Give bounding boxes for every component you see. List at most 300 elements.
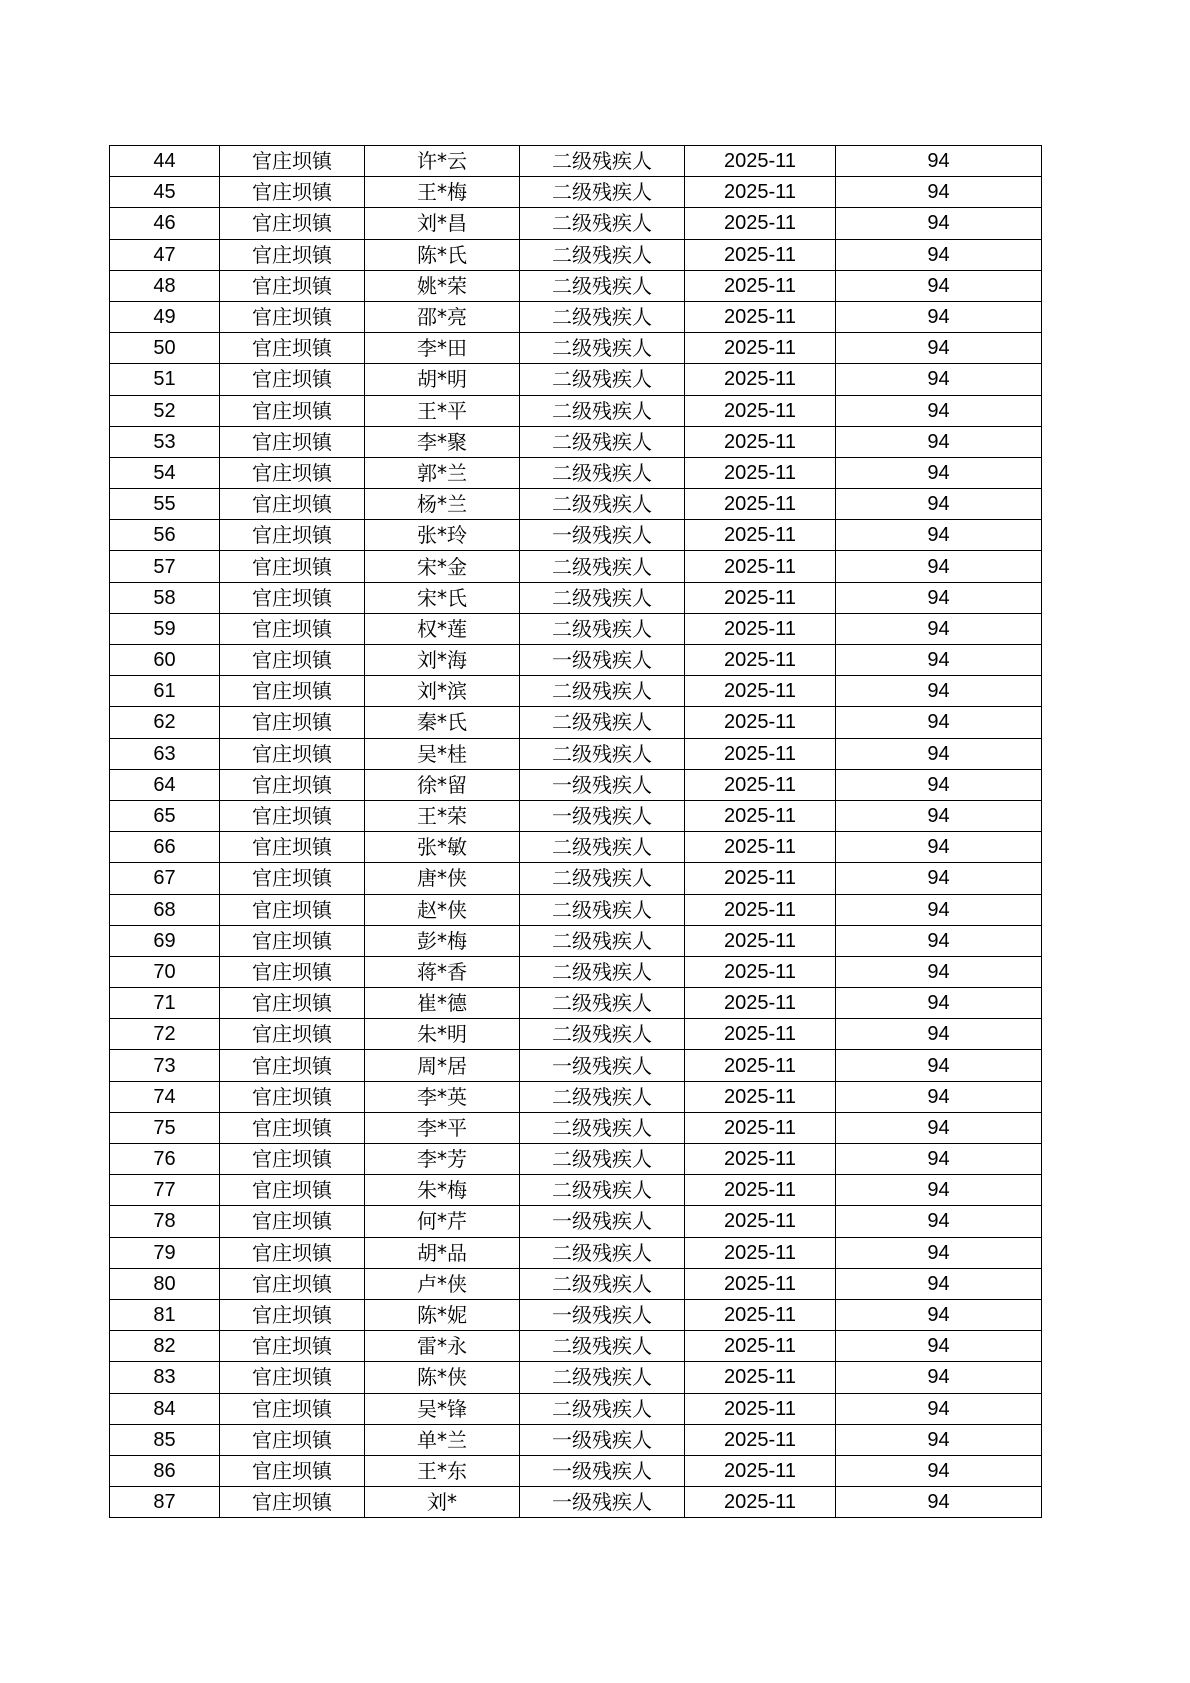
person-name-cell: 唐*侠 bbox=[365, 863, 520, 894]
amount-cell: 94 bbox=[836, 1455, 1042, 1486]
amount-cell: 94 bbox=[836, 1050, 1042, 1081]
table-row bbox=[110, 395, 1042, 426]
month-cell: 2025-11 bbox=[685, 1455, 836, 1486]
amount-cell: 94 bbox=[836, 270, 1042, 301]
disability-level-cell: 一级残疾人 bbox=[520, 1050, 685, 1081]
row-number-cell: 78 bbox=[110, 1206, 220, 1237]
table-row bbox=[110, 1175, 1042, 1206]
disability-level-cell: 一级残疾人 bbox=[520, 1487, 685, 1518]
table-row bbox=[110, 1424, 1042, 1455]
amount-cell: 94 bbox=[836, 239, 1042, 270]
disability-level-cell: 二级残疾人 bbox=[520, 1144, 685, 1175]
disability-level-cell: 一级残疾人 bbox=[520, 1455, 685, 1486]
disability-level-cell: 一级残疾人 bbox=[520, 1299, 685, 1330]
amount-cell: 94 bbox=[836, 426, 1042, 457]
table-row bbox=[110, 925, 1042, 956]
row-number-cell: 58 bbox=[110, 582, 220, 613]
month-cell: 2025-11 bbox=[685, 894, 836, 925]
person-name-cell: 朱*梅 bbox=[365, 1175, 520, 1206]
table-row bbox=[110, 426, 1042, 457]
month-cell: 2025-11 bbox=[685, 613, 836, 644]
disability-level-cell: 二级残疾人 bbox=[520, 364, 685, 395]
row-number-cell: 50 bbox=[110, 333, 220, 364]
town-cell: 官庄坝镇 bbox=[220, 1393, 365, 1424]
person-name-cell: 李*平 bbox=[365, 1112, 520, 1143]
month-cell: 2025-11 bbox=[685, 364, 836, 395]
row-number-cell: 75 bbox=[110, 1112, 220, 1143]
row-number-cell: 47 bbox=[110, 239, 220, 270]
month-cell: 2025-11 bbox=[685, 146, 836, 177]
table-row bbox=[110, 520, 1042, 551]
amount-cell: 94 bbox=[836, 333, 1042, 364]
disability-level-cell: 一级残疾人 bbox=[520, 800, 685, 831]
person-name-cell: 王*平 bbox=[365, 395, 520, 426]
month-cell: 2025-11 bbox=[685, 1050, 836, 1081]
amount-cell: 94 bbox=[836, 582, 1042, 613]
amount-cell: 94 bbox=[836, 832, 1042, 863]
amount-cell: 94 bbox=[836, 457, 1042, 488]
row-number-cell: 51 bbox=[110, 364, 220, 395]
table-row bbox=[110, 239, 1042, 270]
table-row bbox=[110, 832, 1042, 863]
amount-cell: 94 bbox=[836, 1144, 1042, 1175]
month-cell: 2025-11 bbox=[685, 333, 836, 364]
town-cell: 官庄坝镇 bbox=[220, 1081, 365, 1112]
town-cell: 官庄坝镇 bbox=[220, 1455, 365, 1486]
row-number-cell: 81 bbox=[110, 1299, 220, 1330]
town-cell: 官庄坝镇 bbox=[220, 1362, 365, 1393]
table-row bbox=[110, 894, 1042, 925]
town-cell: 官庄坝镇 bbox=[220, 645, 365, 676]
table-row bbox=[110, 645, 1042, 676]
row-number-cell: 83 bbox=[110, 1362, 220, 1393]
disability-level-cell: 二级残疾人 bbox=[520, 1019, 685, 1050]
amount-cell: 94 bbox=[836, 1268, 1042, 1299]
row-number-cell: 69 bbox=[110, 925, 220, 956]
row-number-cell: 74 bbox=[110, 1081, 220, 1112]
table-row bbox=[110, 707, 1042, 738]
disability-level-cell: 二级残疾人 bbox=[520, 1331, 685, 1362]
month-cell: 2025-11 bbox=[685, 177, 836, 208]
table-row bbox=[110, 1019, 1042, 1050]
row-number-cell: 60 bbox=[110, 645, 220, 676]
person-name-cell: 卢*侠 bbox=[365, 1268, 520, 1299]
row-number-cell: 76 bbox=[110, 1144, 220, 1175]
amount-cell: 94 bbox=[836, 1362, 1042, 1393]
town-cell: 官庄坝镇 bbox=[220, 1050, 365, 1081]
table-body bbox=[110, 146, 1042, 1518]
disability-level-cell: 二级残疾人 bbox=[520, 426, 685, 457]
person-name-cell: 刘*海 bbox=[365, 645, 520, 676]
amount-cell: 94 bbox=[836, 1237, 1042, 1268]
row-number-cell: 70 bbox=[110, 956, 220, 987]
month-cell: 2025-11 bbox=[685, 1393, 836, 1424]
amount-cell: 94 bbox=[836, 146, 1042, 177]
amount-cell: 94 bbox=[836, 925, 1042, 956]
town-cell: 官庄坝镇 bbox=[220, 177, 365, 208]
person-name-cell: 陈*氏 bbox=[365, 239, 520, 270]
person-name-cell: 赵*侠 bbox=[365, 894, 520, 925]
row-number-cell: 79 bbox=[110, 1237, 220, 1268]
month-cell: 2025-11 bbox=[685, 520, 836, 551]
table-row bbox=[110, 208, 1042, 239]
town-cell: 官庄坝镇 bbox=[220, 1019, 365, 1050]
person-name-cell: 胡*品 bbox=[365, 1237, 520, 1268]
month-cell: 2025-11 bbox=[685, 1362, 836, 1393]
amount-cell: 94 bbox=[836, 894, 1042, 925]
table-row bbox=[110, 988, 1042, 1019]
person-name-cell: 李*聚 bbox=[365, 426, 520, 457]
table-row bbox=[110, 1268, 1042, 1299]
month-cell: 2025-11 bbox=[685, 239, 836, 270]
person-name-cell: 吴*锋 bbox=[365, 1393, 520, 1424]
town-cell: 官庄坝镇 bbox=[220, 146, 365, 177]
row-number-cell: 64 bbox=[110, 769, 220, 800]
town-cell: 官庄坝镇 bbox=[220, 894, 365, 925]
amount-cell: 94 bbox=[836, 364, 1042, 395]
amount-cell: 94 bbox=[836, 1424, 1042, 1455]
person-name-cell: 宋*氏 bbox=[365, 582, 520, 613]
town-cell: 官庄坝镇 bbox=[220, 489, 365, 520]
person-name-cell: 刘*滨 bbox=[365, 676, 520, 707]
town-cell: 官庄坝镇 bbox=[220, 426, 365, 457]
amount-cell: 94 bbox=[836, 177, 1042, 208]
disability-level-cell: 二级残疾人 bbox=[520, 333, 685, 364]
table-row bbox=[110, 333, 1042, 364]
month-cell: 2025-11 bbox=[685, 1487, 836, 1518]
person-name-cell: 彭*梅 bbox=[365, 925, 520, 956]
month-cell: 2025-11 bbox=[685, 707, 836, 738]
town-cell: 官庄坝镇 bbox=[220, 1206, 365, 1237]
table-row bbox=[110, 270, 1042, 301]
person-name-cell: 张*敏 bbox=[365, 832, 520, 863]
row-number-cell: 55 bbox=[110, 489, 220, 520]
amount-cell: 94 bbox=[836, 863, 1042, 894]
month-cell: 2025-11 bbox=[685, 1019, 836, 1050]
month-cell: 2025-11 bbox=[685, 457, 836, 488]
town-cell: 官庄坝镇 bbox=[220, 208, 365, 239]
person-name-cell: 郭*兰 bbox=[365, 457, 520, 488]
row-number-cell: 48 bbox=[110, 270, 220, 301]
amount-cell: 94 bbox=[836, 1393, 1042, 1424]
person-name-cell: 李*英 bbox=[365, 1081, 520, 1112]
town-cell: 官庄坝镇 bbox=[220, 239, 365, 270]
table-row bbox=[110, 1331, 1042, 1362]
person-name-cell: 王*梅 bbox=[365, 177, 520, 208]
row-number-cell: 45 bbox=[110, 177, 220, 208]
disability-level-cell: 二级残疾人 bbox=[520, 1362, 685, 1393]
town-cell: 官庄坝镇 bbox=[220, 863, 365, 894]
row-number-cell: 85 bbox=[110, 1424, 220, 1455]
table-row bbox=[110, 146, 1042, 177]
amount-cell: 94 bbox=[836, 551, 1042, 582]
table-row bbox=[110, 1144, 1042, 1175]
disability-level-cell: 二级残疾人 bbox=[520, 863, 685, 894]
table-row bbox=[110, 1081, 1042, 1112]
month-cell: 2025-11 bbox=[685, 1112, 836, 1143]
month-cell: 2025-11 bbox=[685, 270, 836, 301]
amount-cell: 94 bbox=[836, 613, 1042, 644]
amount-cell: 94 bbox=[836, 645, 1042, 676]
table-row bbox=[110, 1299, 1042, 1330]
disability-level-cell: 二级残疾人 bbox=[520, 582, 685, 613]
table-row bbox=[110, 1455, 1042, 1486]
disability-level-cell: 二级残疾人 bbox=[520, 489, 685, 520]
disability-level-cell: 二级残疾人 bbox=[520, 301, 685, 332]
town-cell: 官庄坝镇 bbox=[220, 270, 365, 301]
person-name-cell: 李*芳 bbox=[365, 1144, 520, 1175]
amount-cell: 94 bbox=[836, 1081, 1042, 1112]
table-row bbox=[110, 769, 1042, 800]
month-cell: 2025-11 bbox=[685, 1175, 836, 1206]
amount-cell: 94 bbox=[836, 1487, 1042, 1518]
row-number-cell: 66 bbox=[110, 832, 220, 863]
row-number-cell: 72 bbox=[110, 1019, 220, 1050]
amount-cell: 94 bbox=[836, 489, 1042, 520]
row-number-cell: 67 bbox=[110, 863, 220, 894]
person-name-cell: 陈*侠 bbox=[365, 1362, 520, 1393]
month-cell: 2025-11 bbox=[685, 800, 836, 831]
row-number-cell: 52 bbox=[110, 395, 220, 426]
person-name-cell: 刘*昌 bbox=[365, 208, 520, 239]
disability-level-cell: 一级残疾人 bbox=[520, 645, 685, 676]
town-cell: 官庄坝镇 bbox=[220, 301, 365, 332]
town-cell: 官庄坝镇 bbox=[220, 676, 365, 707]
amount-cell: 94 bbox=[836, 395, 1042, 426]
amount-cell: 94 bbox=[836, 800, 1042, 831]
disability-subsidy-table bbox=[109, 145, 1042, 1518]
disability-level-cell: 二级残疾人 bbox=[520, 457, 685, 488]
amount-cell: 94 bbox=[836, 1206, 1042, 1237]
disability-level-cell: 二级残疾人 bbox=[520, 1175, 685, 1206]
amount-cell: 94 bbox=[836, 301, 1042, 332]
row-number-cell: 80 bbox=[110, 1268, 220, 1299]
month-cell: 2025-11 bbox=[685, 1268, 836, 1299]
row-number-cell: 61 bbox=[110, 676, 220, 707]
amount-cell: 94 bbox=[836, 769, 1042, 800]
amount-cell: 94 bbox=[836, 988, 1042, 1019]
disability-level-cell: 二级残疾人 bbox=[520, 239, 685, 270]
town-cell: 官庄坝镇 bbox=[220, 582, 365, 613]
town-cell: 官庄坝镇 bbox=[220, 738, 365, 769]
table-row bbox=[110, 800, 1042, 831]
town-cell: 官庄坝镇 bbox=[220, 1112, 365, 1143]
amount-cell: 94 bbox=[836, 707, 1042, 738]
disability-level-cell: 一级残疾人 bbox=[520, 1424, 685, 1455]
disability-level-cell: 二级残疾人 bbox=[520, 676, 685, 707]
month-cell: 2025-11 bbox=[685, 676, 836, 707]
town-cell: 官庄坝镇 bbox=[220, 364, 365, 395]
row-number-cell: 44 bbox=[110, 146, 220, 177]
month-cell: 2025-11 bbox=[685, 426, 836, 457]
month-cell: 2025-11 bbox=[685, 738, 836, 769]
disability-level-cell: 二级残疾人 bbox=[520, 1112, 685, 1143]
row-number-cell: 57 bbox=[110, 551, 220, 582]
disability-level-cell: 二级残疾人 bbox=[520, 988, 685, 1019]
person-name-cell: 刘* bbox=[365, 1487, 520, 1518]
month-cell: 2025-11 bbox=[685, 208, 836, 239]
row-number-cell: 82 bbox=[110, 1331, 220, 1362]
town-cell: 官庄坝镇 bbox=[220, 800, 365, 831]
person-name-cell: 权*莲 bbox=[365, 613, 520, 644]
disability-level-cell: 二级残疾人 bbox=[520, 146, 685, 177]
row-number-cell: 54 bbox=[110, 457, 220, 488]
amount-cell: 94 bbox=[836, 1019, 1042, 1050]
row-number-cell: 87 bbox=[110, 1487, 220, 1518]
month-cell: 2025-11 bbox=[685, 1299, 836, 1330]
amount-cell: 94 bbox=[836, 520, 1042, 551]
person-name-cell: 张*玲 bbox=[365, 520, 520, 551]
table-row bbox=[110, 613, 1042, 644]
town-cell: 官庄坝镇 bbox=[220, 832, 365, 863]
month-cell: 2025-11 bbox=[685, 925, 836, 956]
disability-level-cell: 二级残疾人 bbox=[520, 613, 685, 644]
disability-level-cell: 一级残疾人 bbox=[520, 520, 685, 551]
person-name-cell: 王*东 bbox=[365, 1455, 520, 1486]
row-number-cell: 46 bbox=[110, 208, 220, 239]
town-cell: 官庄坝镇 bbox=[220, 1487, 365, 1518]
amount-cell: 94 bbox=[836, 1331, 1042, 1362]
town-cell: 官庄坝镇 bbox=[220, 395, 365, 426]
table-row bbox=[110, 676, 1042, 707]
disability-level-cell: 二级残疾人 bbox=[520, 395, 685, 426]
row-number-cell: 68 bbox=[110, 894, 220, 925]
table-row bbox=[110, 1393, 1042, 1424]
amount-cell: 94 bbox=[836, 956, 1042, 987]
row-number-cell: 63 bbox=[110, 738, 220, 769]
table-row bbox=[110, 489, 1042, 520]
month-cell: 2025-11 bbox=[685, 582, 836, 613]
town-cell: 官庄坝镇 bbox=[220, 769, 365, 800]
table-row bbox=[110, 582, 1042, 613]
row-number-cell: 65 bbox=[110, 800, 220, 831]
person-name-cell: 何*芹 bbox=[365, 1206, 520, 1237]
town-cell: 官庄坝镇 bbox=[220, 988, 365, 1019]
town-cell: 官庄坝镇 bbox=[220, 707, 365, 738]
town-cell: 官庄坝镇 bbox=[220, 1331, 365, 1362]
month-cell: 2025-11 bbox=[685, 1206, 836, 1237]
row-number-cell: 56 bbox=[110, 520, 220, 551]
month-cell: 2025-11 bbox=[685, 769, 836, 800]
row-number-cell: 71 bbox=[110, 988, 220, 1019]
disability-level-cell: 二级残疾人 bbox=[520, 956, 685, 987]
table-row bbox=[110, 364, 1042, 395]
town-cell: 官庄坝镇 bbox=[220, 457, 365, 488]
amount-cell: 94 bbox=[836, 1175, 1042, 1206]
month-cell: 2025-11 bbox=[685, 1424, 836, 1455]
amount-cell: 94 bbox=[836, 1299, 1042, 1330]
town-cell: 官庄坝镇 bbox=[220, 1299, 365, 1330]
disability-level-cell: 二级残疾人 bbox=[520, 1237, 685, 1268]
disability-level-cell: 一级残疾人 bbox=[520, 1206, 685, 1237]
town-cell: 官庄坝镇 bbox=[220, 925, 365, 956]
table-row bbox=[110, 301, 1042, 332]
row-number-cell: 62 bbox=[110, 707, 220, 738]
row-number-cell: 59 bbox=[110, 613, 220, 644]
disability-level-cell: 二级残疾人 bbox=[520, 832, 685, 863]
table-row bbox=[110, 457, 1042, 488]
town-cell: 官庄坝镇 bbox=[220, 1424, 365, 1455]
person-name-cell: 雷*永 bbox=[365, 1331, 520, 1362]
table-row bbox=[110, 551, 1042, 582]
table-row bbox=[110, 1487, 1042, 1518]
disability-level-cell: 二级残疾人 bbox=[520, 707, 685, 738]
month-cell: 2025-11 bbox=[685, 863, 836, 894]
person-name-cell: 吴*桂 bbox=[365, 738, 520, 769]
person-name-cell: 许*云 bbox=[365, 146, 520, 177]
disability-level-cell: 二级残疾人 bbox=[520, 894, 685, 925]
month-cell: 2025-11 bbox=[685, 551, 836, 582]
person-name-cell: 姚*荣 bbox=[365, 270, 520, 301]
month-cell: 2025-11 bbox=[685, 301, 836, 332]
disability-level-cell: 二级残疾人 bbox=[520, 925, 685, 956]
person-name-cell: 陈*妮 bbox=[365, 1299, 520, 1330]
disability-level-cell: 二级残疾人 bbox=[520, 270, 685, 301]
town-cell: 官庄坝镇 bbox=[220, 613, 365, 644]
row-number-cell: 86 bbox=[110, 1455, 220, 1486]
person-name-cell: 秦*氏 bbox=[365, 707, 520, 738]
person-name-cell: 宋*金 bbox=[365, 551, 520, 582]
disability-level-cell: 二级残疾人 bbox=[520, 208, 685, 239]
town-cell: 官庄坝镇 bbox=[220, 1237, 365, 1268]
table-row bbox=[110, 1362, 1042, 1393]
month-cell: 2025-11 bbox=[685, 1081, 836, 1112]
person-name-cell: 周*居 bbox=[365, 1050, 520, 1081]
table-row bbox=[110, 177, 1042, 208]
amount-cell: 94 bbox=[836, 208, 1042, 239]
town-cell: 官庄坝镇 bbox=[220, 956, 365, 987]
person-name-cell: 李*田 bbox=[365, 333, 520, 364]
table-row bbox=[110, 738, 1042, 769]
month-cell: 2025-11 bbox=[685, 832, 836, 863]
disability-level-cell: 二级残疾人 bbox=[520, 738, 685, 769]
town-cell: 官庄坝镇 bbox=[220, 1144, 365, 1175]
month-cell: 2025-11 bbox=[685, 489, 836, 520]
town-cell: 官庄坝镇 bbox=[220, 1268, 365, 1299]
disability-level-cell: 一级残疾人 bbox=[520, 769, 685, 800]
disability-level-cell: 二级残疾人 bbox=[520, 1081, 685, 1112]
disability-level-cell: 二级残疾人 bbox=[520, 177, 685, 208]
month-cell: 2025-11 bbox=[685, 1144, 836, 1175]
amount-cell: 94 bbox=[836, 1112, 1042, 1143]
month-cell: 2025-11 bbox=[685, 1331, 836, 1362]
row-number-cell: 53 bbox=[110, 426, 220, 457]
amount-cell: 94 bbox=[836, 676, 1042, 707]
person-name-cell: 崔*德 bbox=[365, 988, 520, 1019]
person-name-cell: 王*荣 bbox=[365, 800, 520, 831]
amount-cell: 94 bbox=[836, 738, 1042, 769]
table-row bbox=[110, 1206, 1042, 1237]
disability-level-cell: 二级残疾人 bbox=[520, 1393, 685, 1424]
disability-level-cell: 二级残疾人 bbox=[520, 551, 685, 582]
table-row bbox=[110, 1237, 1042, 1268]
month-cell: 2025-11 bbox=[685, 1237, 836, 1268]
row-number-cell: 49 bbox=[110, 301, 220, 332]
month-cell: 2025-11 bbox=[685, 395, 836, 426]
person-name-cell: 胡*明 bbox=[365, 364, 520, 395]
person-name-cell: 朱*明 bbox=[365, 1019, 520, 1050]
person-name-cell: 单*兰 bbox=[365, 1424, 520, 1455]
month-cell: 2025-11 bbox=[685, 988, 836, 1019]
person-name-cell: 蒋*香 bbox=[365, 956, 520, 987]
month-cell: 2025-11 bbox=[685, 645, 836, 676]
table-row bbox=[110, 1050, 1042, 1081]
town-cell: 官庄坝镇 bbox=[220, 520, 365, 551]
month-cell: 2025-11 bbox=[685, 956, 836, 987]
town-cell: 官庄坝镇 bbox=[220, 551, 365, 582]
person-name-cell: 邵*亮 bbox=[365, 301, 520, 332]
person-name-cell: 徐*留 bbox=[365, 769, 520, 800]
